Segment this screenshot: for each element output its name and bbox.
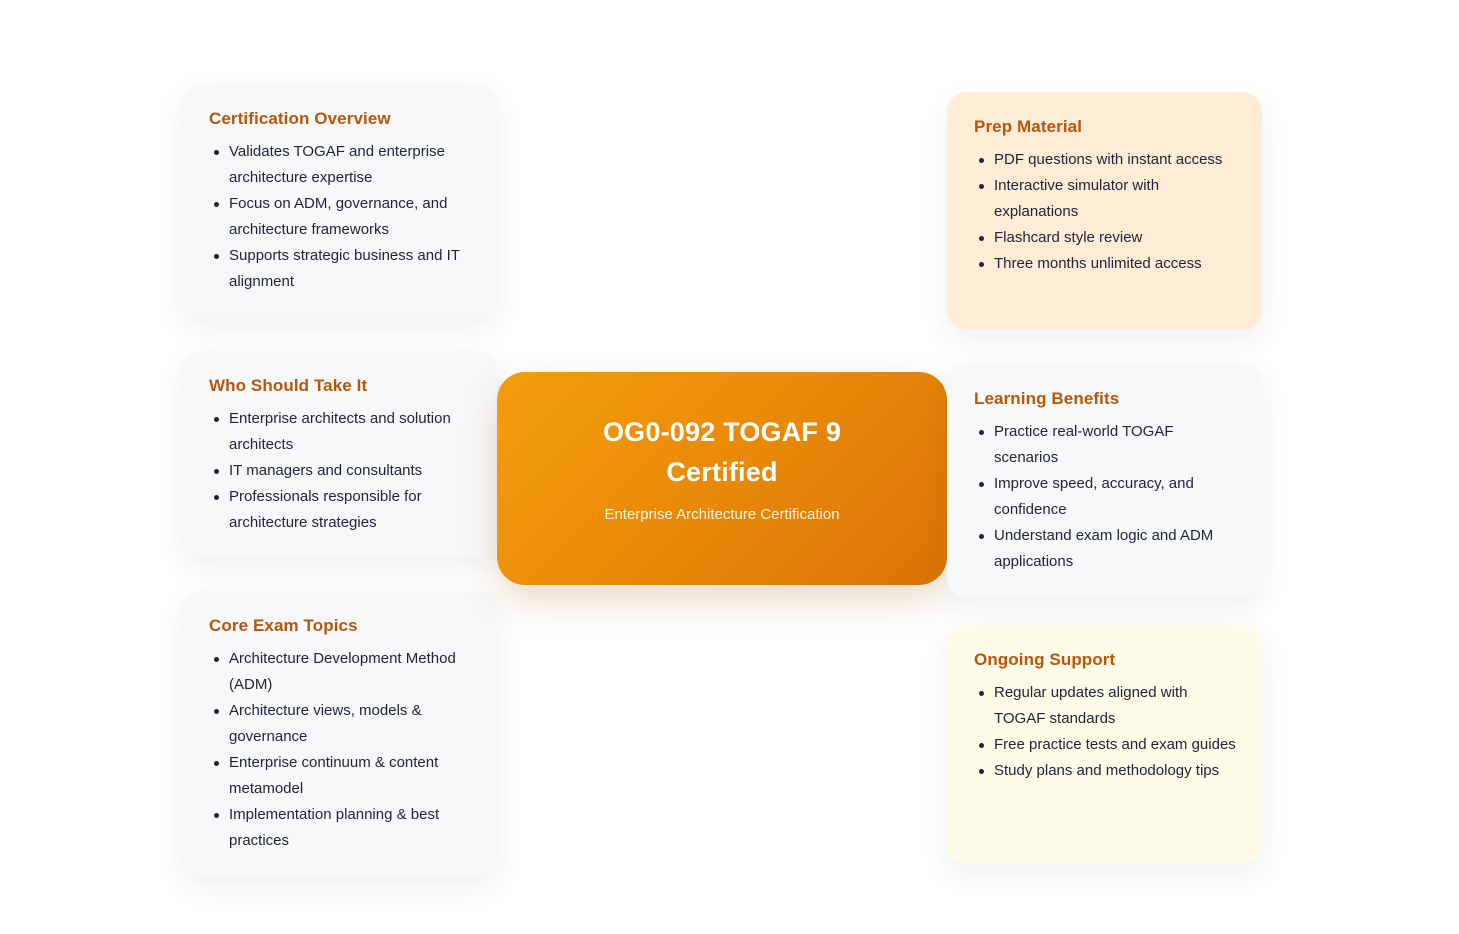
list-item: Free practice tests and exam guides [994, 732, 1236, 758]
card-title: Core Exam Topics [209, 616, 358, 635]
card-title: Who Should Take It [209, 376, 368, 395]
list-item: Practice real-world TOGAF scenarios [994, 419, 1236, 471]
bullet-list [209, 139, 471, 295]
list-item: Flashcard style review [994, 225, 1236, 251]
list-item: Validates TOGAF and enterprise architecture expertise [229, 139, 471, 191]
list-item: Enterprise continuum & content metamodel [229, 750, 471, 802]
list-item: Supports strategic business and IT alignment [229, 243, 471, 295]
card-ongoing-support [947, 625, 1262, 865]
certification-hub-card [497, 372, 947, 585]
list-item: Improve speed, accuracy, and confidence [994, 471, 1236, 523]
card-certification-overview [182, 84, 497, 319]
card-core-exam-topics [182, 591, 497, 877]
card-prep-material [947, 92, 1262, 330]
card-title: Ongoing Support [974, 650, 1116, 669]
list-item: Study plans and methodology tips [994, 758, 1236, 784]
list-item: Interactive simulator with explanations [994, 173, 1236, 225]
bullet-list [974, 419, 1236, 575]
card-title: Learning Benefits [974, 389, 1120, 408]
bullet-list [974, 147, 1236, 277]
bullet-list [209, 406, 471, 536]
list-item: PDF questions with instant access [994, 147, 1236, 173]
list-item: Three months unlimited access [994, 251, 1236, 277]
list-item: Architecture Development Method (ADM) [229, 646, 471, 698]
bullet-list [209, 646, 471, 854]
card-who-should-take-it [182, 351, 497, 558]
list-item: Professionals responsible for architecture strategies [229, 484, 471, 536]
list-item: Understand exam logic and ADM applications [994, 523, 1236, 575]
certification-title: OG0-092 TOGAF 9 Certified [602, 417, 842, 487]
list-item: Focus on ADM, governance, and architecture frameworks [229, 191, 471, 243]
card-title: Prep Material [974, 117, 1083, 136]
bullet-list [974, 680, 1236, 784]
list-item: Architecture views, models & governance [229, 698, 471, 750]
list-item: IT managers and consultants [229, 458, 471, 484]
certification-subtitle: Enterprise Architecture Certification [604, 506, 840, 523]
list-item: Enterprise architects and solution architects [229, 406, 471, 458]
card-title: Certification Overview [209, 109, 391, 128]
card-learning-benefits [947, 364, 1262, 598]
list-item: Implementation planning & best practices [229, 802, 471, 854]
list-item: Regular updates aligned with TOGAF standards [994, 680, 1236, 732]
